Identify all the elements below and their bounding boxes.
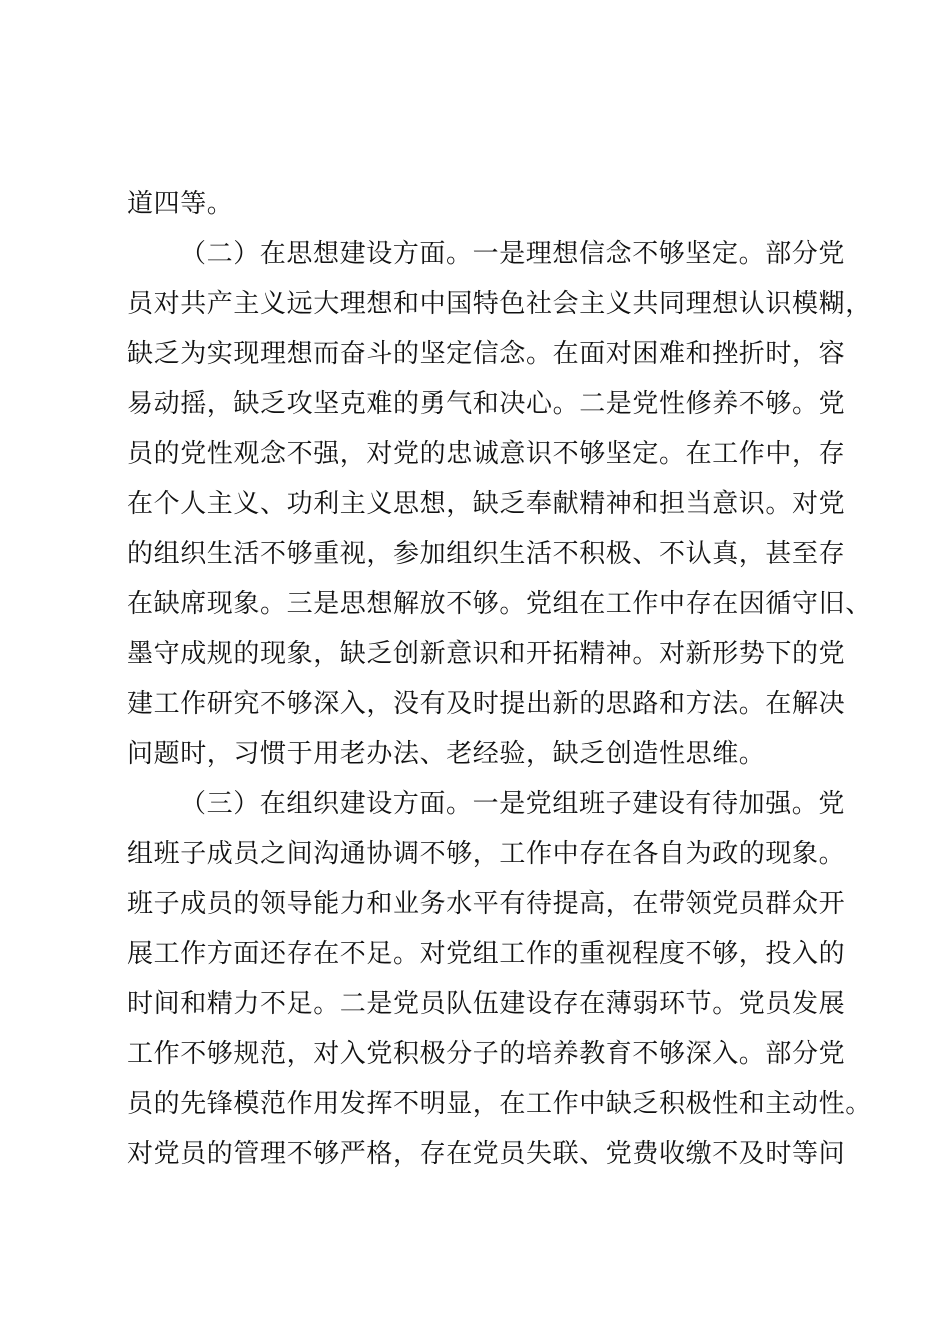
text-line: 员对共产主义远大理想和中国特色社会主义共同理想认识模糊， (127, 289, 872, 319)
text-line: 问题时，习惯于用老办法、老经验，缺乏创造性思维。 (127, 739, 766, 769)
text-line: 时间和精力不足。二是党员队伍建设存在薄弱环节。党员发展 (127, 989, 846, 1019)
text-line: 缺乏为实现理想而奋斗的坚定信念。在面对困难和挫折时，容 (127, 339, 846, 369)
text-line: 班子成员的领导能力和业务水平有待提高，在带领党员群众开 (127, 889, 846, 919)
text-line: 组班子成员之间沟通协调不够，工作中存在各自为政的现象。 (127, 839, 846, 869)
text-line: 建工作研究不够深入，没有及时提出新的思路和方法。在解决 (127, 689, 846, 719)
text-line: 道四等。 (127, 189, 234, 219)
paragraph-heading-line: （二）在思想建设方面。一是理想信念不够坚定。部分党 (180, 239, 846, 269)
text-line: 工作不够规范，对入党积极分子的培养教育不够深入。部分党 (127, 1039, 846, 1069)
text-line: 员的先锋模范作用发挥不明显，在工作中缺乏积极性和主动性。 (127, 1089, 872, 1119)
text-line: 对党员的管理不够严格，存在党员失联、党费收缴不及时等问 (127, 1139, 846, 1169)
paragraph-heading-line: （三）在组织建设方面。一是党组班子建设有待加强。党 (180, 789, 846, 819)
text-line: 在个人主义、功利主义思想，缺乏奉献精神和担当意识。对党 (127, 489, 846, 519)
text-line: 在缺席现象。三是思想解放不够。党组在工作中存在因循守旧、 (127, 589, 872, 619)
text-line: 的组织生活不够重视，参加组织生活不积极、不认真，甚至存 (127, 539, 846, 569)
text-line: 墨守成规的现象，缺乏创新意识和开拓精神。对新形势下的党 (127, 639, 846, 669)
text-line: 易动摇，缺乏攻坚克难的勇气和决心。二是党性修养不够。党 (127, 389, 846, 419)
text-line: 展工作方面还存在不足。对党组工作的重视程度不够，投入的 (127, 939, 846, 969)
text-line: 员的党性观念不强，对党的忠诚意识不够坚定。在工作中，存 (127, 439, 846, 469)
